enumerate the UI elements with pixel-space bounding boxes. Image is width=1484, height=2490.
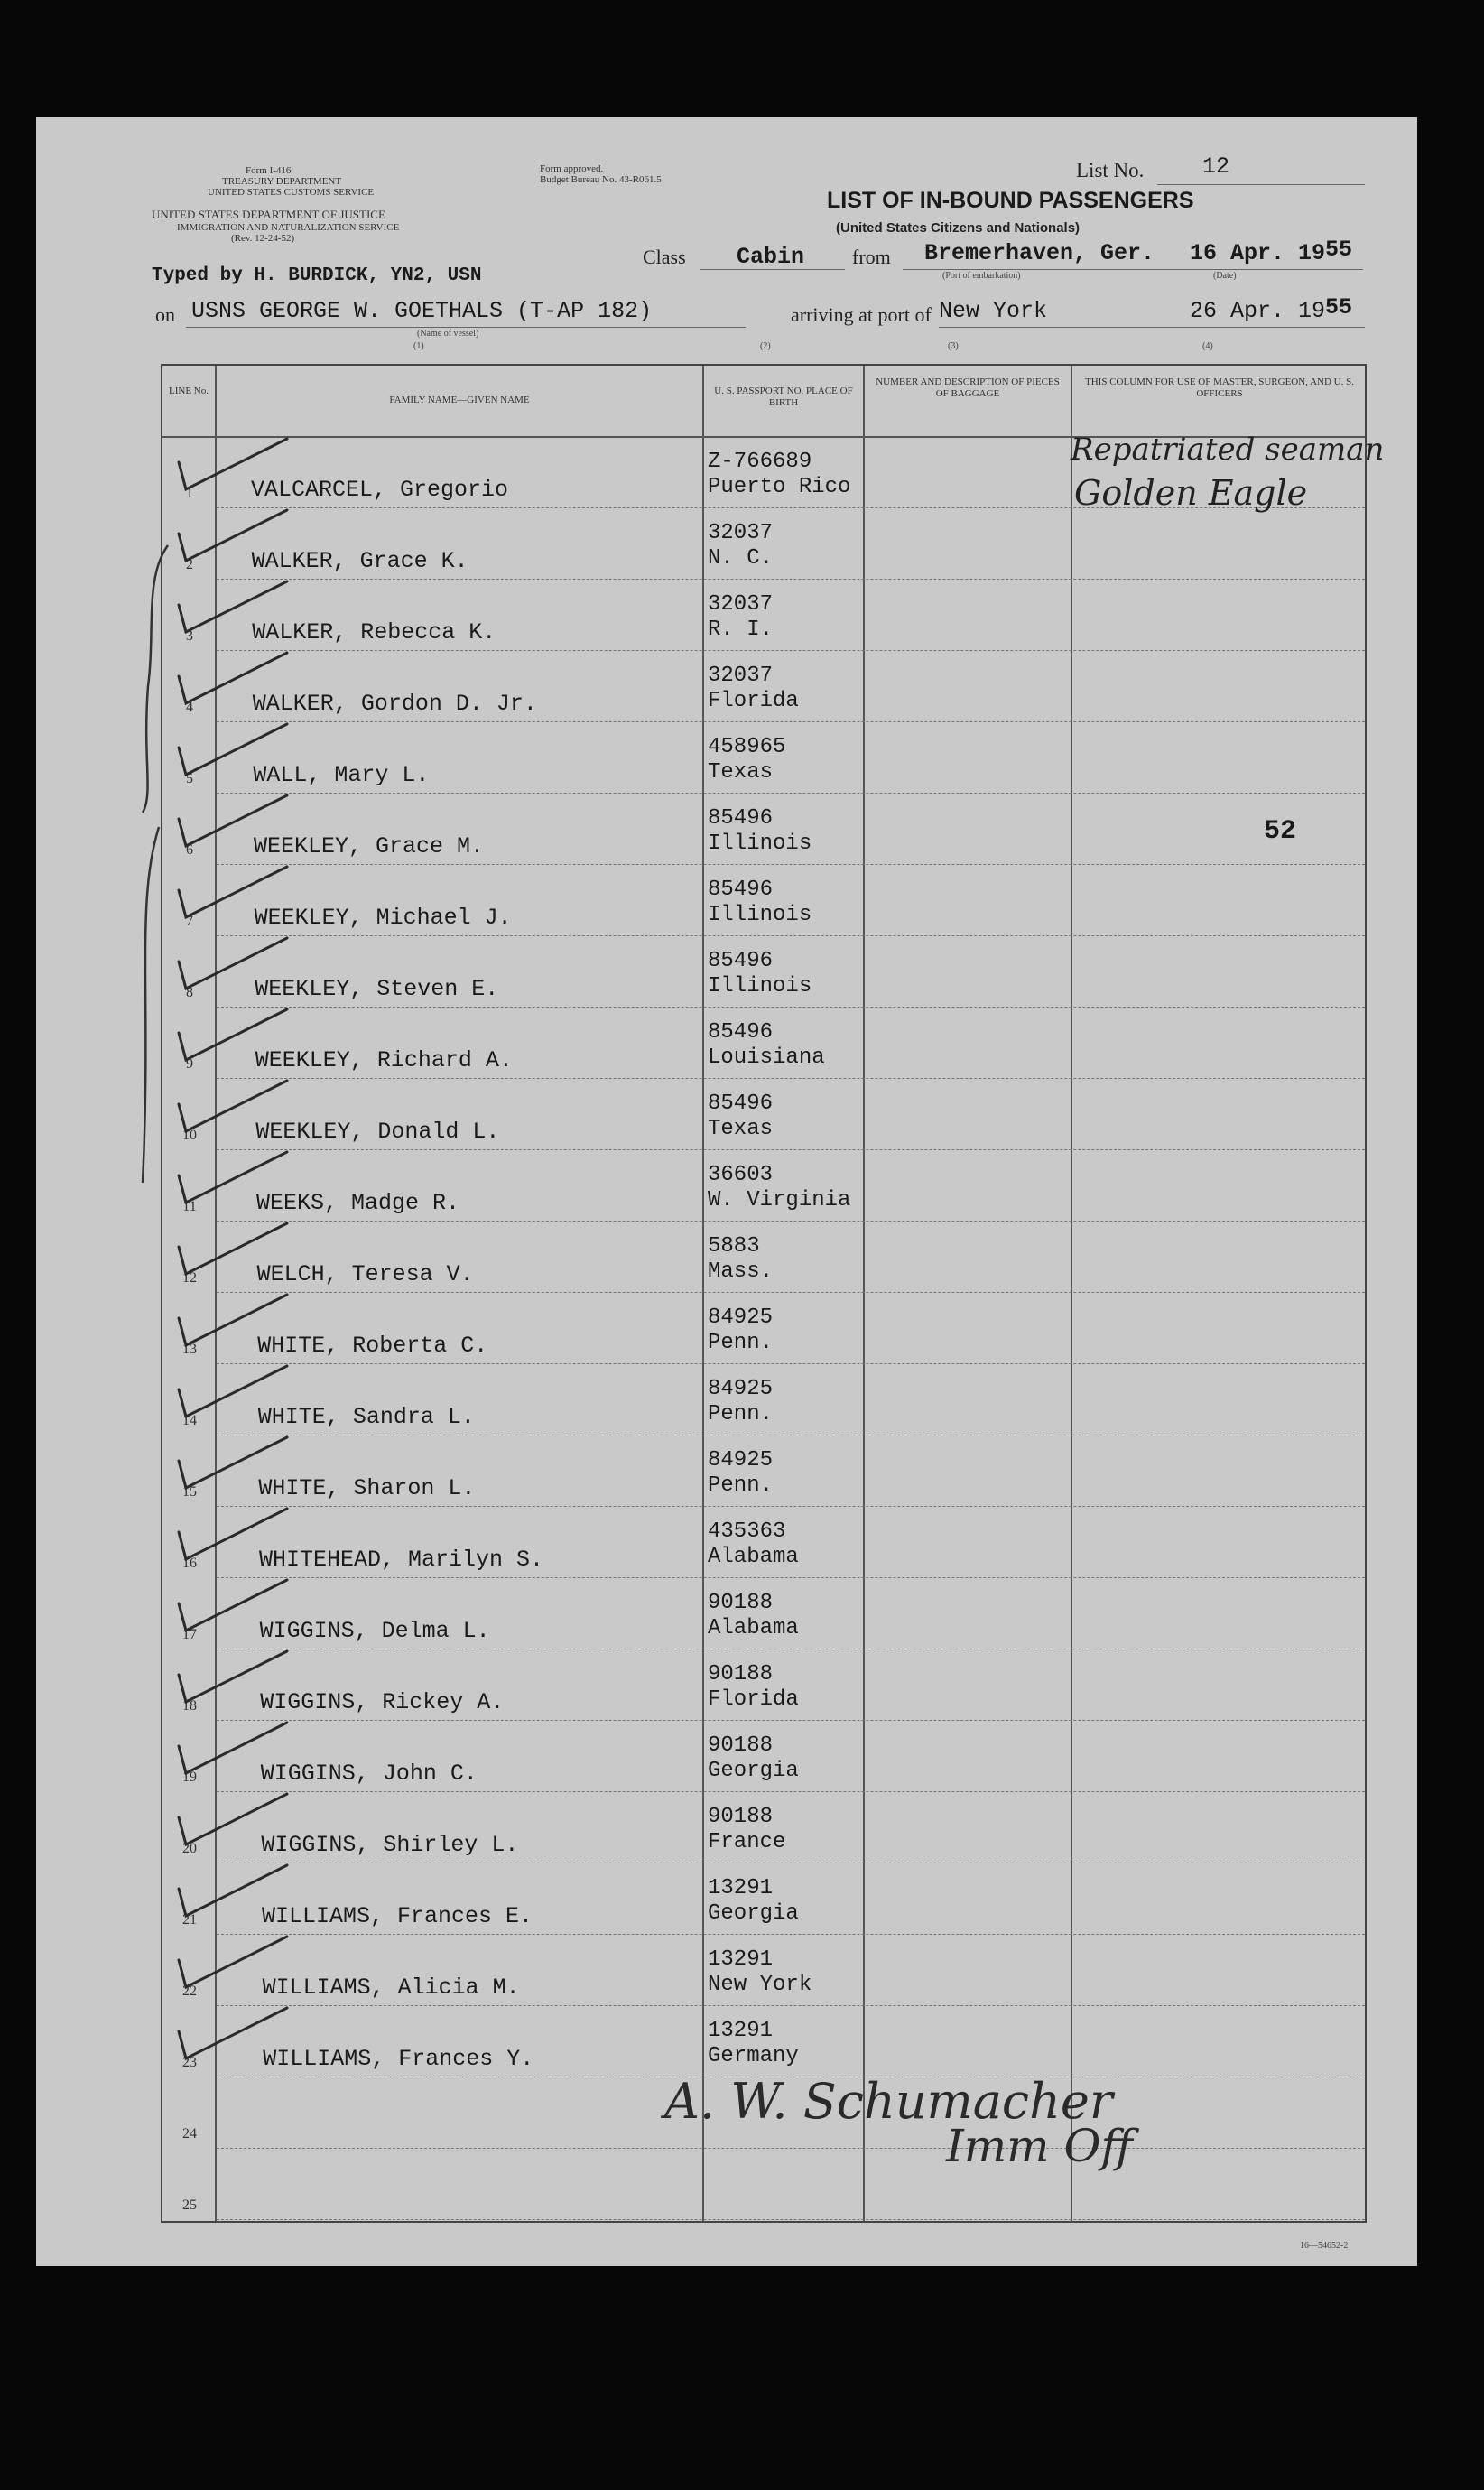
passenger-name: WIGGINS, Rickey A. [260,1689,505,1715]
header-baggage: NUMBER AND DESCRIPTION OF PIECES OF BAGGAGE [876,376,1060,399]
departure-year: 55 [1325,237,1353,263]
passenger-name: WALKER, Gordon D. Jr. [252,691,537,717]
passport-number: 5883 [708,1234,760,1259]
line-number: 19 [182,1770,197,1785]
line-number: 2 [186,557,193,572]
passport-number: 84925 [708,1305,774,1330]
page-subtitle: (United States Citizens and Nationals) [836,220,1081,236]
officer-note-2: Golden Eagle [1074,473,1308,513]
passport-number: 85496 [708,806,774,831]
arrival-port: New York [939,298,1048,324]
passenger-name: WIGGINS, Shirley L. [261,1832,519,1858]
from-caption: (Port of embarkation) [942,271,1021,281]
check-mark [179,1437,287,1488]
place-of-birth: Alabama [708,1616,799,1640]
line-number: 18 [182,1698,197,1714]
line-number: 14 [182,1413,197,1428]
officer-note-1: Repatriated seaman [1071,432,1385,468]
passenger-name: WEEKLEY, Michael J. [254,905,512,931]
check-mark [179,1295,287,1345]
form-approved: Form approved. [540,163,604,174]
from-label: from [852,246,891,268]
form-number: Form I-416 [246,165,292,176]
rev-date: (Rev. 12-24-52) [231,233,295,244]
passport-number: 85496 [708,878,774,902]
line-number: 9 [186,1056,193,1072]
check-mark [179,1152,287,1203]
officer-signature: A. W. Schumacher [664,2073,1113,2130]
passenger-name: WEEKLEY, Steven E. [255,976,499,1002]
passport-number: 13291 [708,1876,774,1900]
line-number: 13 [182,1342,197,1357]
departure-date: 16 Apr. 19 [1190,240,1326,266]
on-label: on [155,303,175,326]
line-number: 23 [182,2055,197,2070]
line-number: 20 [182,1841,197,1856]
header-officers: THIS COLUMN FOR USE OF MASTER, SURGEON, AND U. S. OFFICERS [1085,376,1354,399]
line-number: 17 [182,1627,197,1642]
place-of-birth: Illinois [708,974,812,999]
place-of-birth: Penn. [708,1473,774,1498]
place-of-birth: Florida [708,689,799,713]
check-mark [179,1366,287,1417]
place-of-birth: Puerto Rico [708,475,851,499]
arriving-label: arriving at port of [791,303,932,326]
passenger-name: WIGGINS, John C. [260,1761,478,1787]
passport-number: 13291 [708,1947,774,1972]
class-value: Cabin [737,244,805,270]
place-of-birth: Texas [708,760,774,785]
vessel-caption: (Name of vessel) [417,329,479,339]
check-mark [179,795,287,846]
check-mark [179,1865,287,1916]
officer-title: Imm Off [946,2120,1133,2172]
place-of-birth: Louisiana [708,1045,825,1070]
passenger-name: WHITE, Sandra L. [257,1404,475,1430]
caption-2: (2) [760,341,771,351]
check-mark [179,1580,287,1631]
place-of-birth: New York [708,1973,812,1997]
line-number: 12 [182,1270,197,1286]
passport-number: 36603 [708,1163,774,1187]
doj-label: UNITED STATES DEPARTMENT OF JUSTICE [152,208,385,221]
passenger-name: WELCH, Teresa V. [256,1261,474,1287]
caption-4: (4) [1202,341,1213,351]
check-mark [179,1509,287,1559]
passport-number: 84925 [708,1448,774,1473]
check-mark [179,1794,287,1844]
passenger-name: WHITE, Sharon L. [258,1475,476,1501]
passport-number: 85496 [708,1092,774,1116]
passenger-name: WIGGINS, Delma L. [259,1618,490,1644]
passport-number: 84925 [708,1377,774,1401]
check-mark [179,653,287,703]
passenger-name: VALCARCEL, Gregorio [251,477,509,503]
place-of-birth: W. Virginia [708,1188,851,1212]
family-bracket [143,545,168,813]
place-of-birth: France [708,1830,786,1854]
line-number: 4 [186,700,193,715]
list-number: 12 [1202,153,1230,180]
arrival-year: 55 [1325,294,1353,321]
check-mark [179,938,287,989]
place-of-birth: Alabama [708,1545,799,1569]
check-mark [179,1223,287,1274]
place-of-birth: Penn. [708,1331,774,1355]
line-number: 24 [182,2126,197,2142]
passport-number: 90188 [708,1662,774,1686]
passport-number: 13291 [708,2019,774,2043]
passport-number: 85496 [708,949,774,973]
place-of-birth: Georgia [708,1759,799,1783]
check-mark [179,510,287,561]
passenger-name: WILLIAMS, Frances E. [262,1903,533,1929]
place-of-birth: Illinois [708,903,812,927]
passport-number: Z-766689 [708,450,812,474]
check-mark [179,867,287,917]
line-number: 21 [182,1912,197,1928]
passport-number: 85496 [708,1020,774,1045]
passport-number: 90188 [708,1805,774,1829]
passenger-name: WILLIAMS, Frances Y. [263,2046,534,2072]
header-line-no: LINE No. [169,386,209,396]
family-bracket [143,827,159,1183]
line-number: 16 [182,1556,197,1571]
passenger-name: WALL, Mary L. [253,762,430,788]
passport-number: 32037 [708,521,774,545]
line-number: 25 [182,2197,197,2213]
tally-number: 52 [1264,816,1297,847]
list-number-label: List No. [1076,159,1145,181]
budget-bureau: Budget Bureau No. 43-R061.5 [540,174,662,185]
header-passport: U. S. PASSPORT NO. PLACE OF BIRTH [714,386,853,408]
vessel-name: USNS GEORGE W. GOETHALS (T-AP 182) [191,298,653,324]
check-mark [179,1723,287,1773]
typed-by: Typed by H. BURDICK, YN2, USN [152,265,482,286]
line-number: 6 [186,842,193,858]
passenger-name: WEEKLEY, Richard A. [255,1047,513,1073]
place-of-birth: N. C. [708,546,774,571]
check-mark [179,724,287,775]
line-number: 7 [186,914,193,929]
line-number: 1 [186,486,193,501]
class-label: Class [643,246,686,268]
passport-number: 90188 [708,1591,774,1615]
place-of-birth: Penn. [708,1402,774,1426]
passenger-name: WEEKLEY, Donald L. [255,1119,500,1145]
passport-number: 32037 [708,592,774,617]
check-mark [179,1937,287,1987]
page-title: LIST OF IN-BOUND PASSENGERS [827,188,1194,213]
passport-number: 458965 [708,735,786,759]
check-mark [179,581,287,632]
line-number: 8 [186,985,193,1000]
line-number: 22 [182,1984,197,1999]
line-number: 15 [182,1484,197,1500]
check-mark [179,1009,287,1060]
caption-3: (3) [948,341,959,351]
check-mark [179,2008,287,2058]
from-port: Bremerhaven, Ger. [924,240,1155,266]
passport-number: 435363 [708,1519,786,1544]
customs-service: UNITED STATES CUSTOMS SERVICE [208,187,375,198]
place-of-birth: Mass. [708,1259,774,1284]
caption-1: (1) [413,341,424,351]
header-name: FAMILY NAME—GIVEN NAME [389,395,530,405]
passenger-name: WALKER, Grace K. [251,548,468,574]
line-number: 5 [186,771,193,786]
check-mark [179,439,287,489]
passport-number: 90188 [708,1733,774,1758]
passenger-name: WEEKS, Madge R. [256,1190,460,1216]
arrival-date: 26 Apr. 19 [1190,298,1326,324]
place-of-birth: Florida [708,1687,799,1712]
date-caption: (Date) [1213,271,1237,281]
passenger-name: WEEKLEY, Grace M. [254,833,485,859]
line-number: 10 [182,1128,197,1143]
passenger-name: WHITE, Roberta C. [257,1333,488,1359]
treasury-dept: TREASURY DEPARTMENT [222,176,342,187]
footer-code: 16—54652-2 [1300,2241,1349,2251]
place-of-birth: Germany [708,2044,799,2068]
place-of-birth: R. I. [708,618,774,642]
line-number: 3 [186,628,193,644]
passenger-name: WALKER, Rebecca K. [252,619,496,646]
passport-number: 32037 [708,664,774,688]
place-of-birth: Georgia [708,1901,799,1926]
place-of-birth: Illinois [708,832,812,856]
line-number: 11 [182,1199,197,1214]
passenger-name: WILLIAMS, Alicia M. [262,1974,520,2001]
check-mark [179,1651,287,1702]
passenger-name: WHITEHEAD, Marilyn S. [259,1547,544,1573]
place-of-birth: Texas [708,1117,774,1141]
ins-label: IMMIGRATION AND NATURALIZATION SERVICE [177,222,400,233]
check-mark [179,1081,287,1131]
